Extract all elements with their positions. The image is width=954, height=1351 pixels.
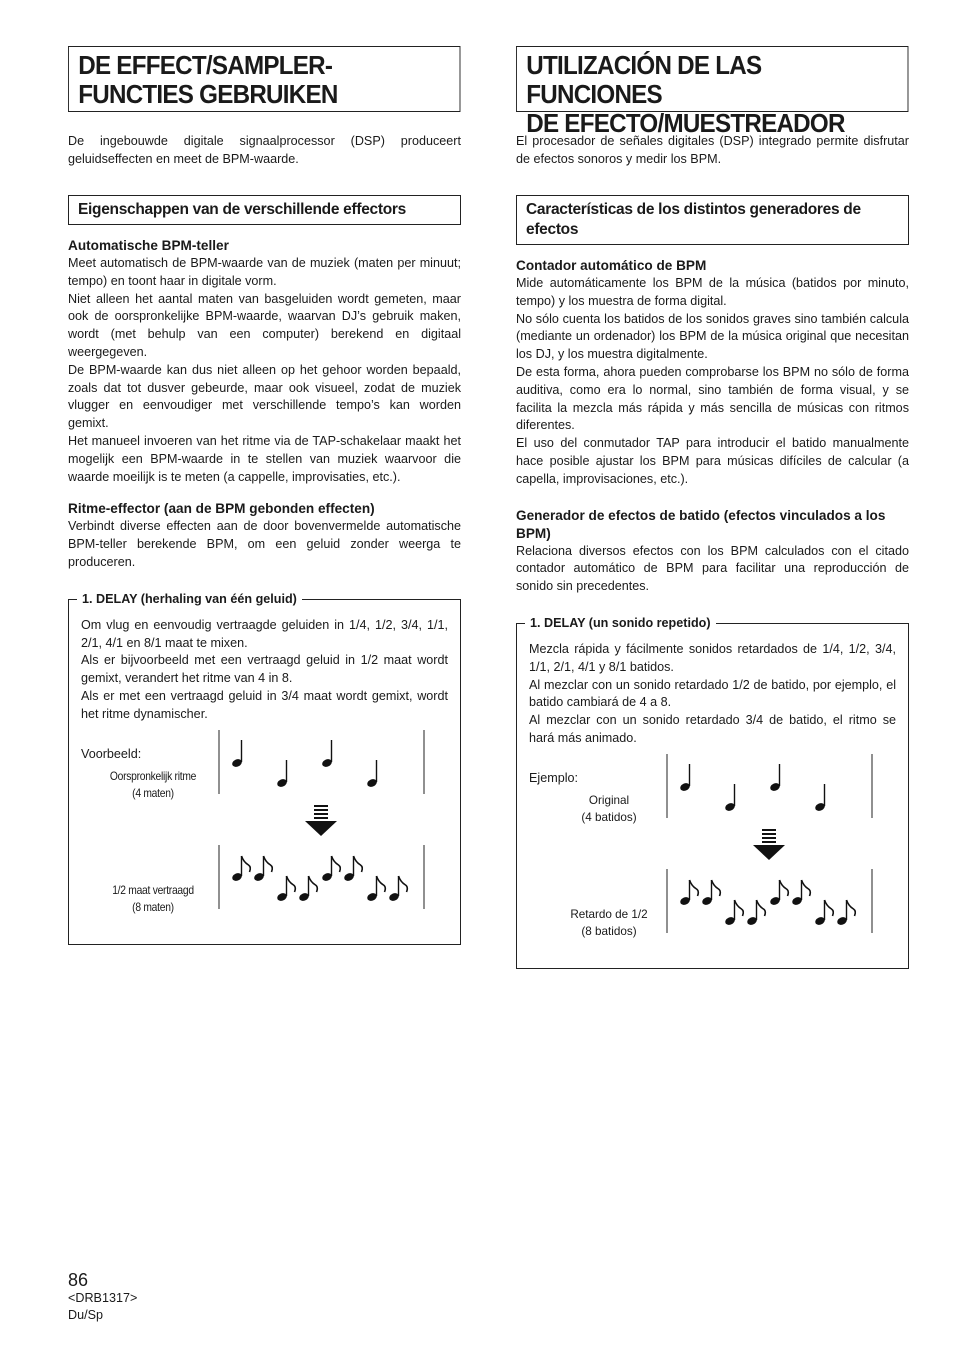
quarter-note-icon xyxy=(724,784,736,812)
original-measure xyxy=(667,754,872,818)
rhythm-diagram xyxy=(517,624,910,970)
eighth-note-icon xyxy=(298,876,317,902)
quarter-note-icon xyxy=(366,760,378,788)
eighth-note-icon xyxy=(366,876,385,902)
right-column xyxy=(516,46,909,969)
eighth-note-icon xyxy=(746,900,765,926)
delayed-rhythm-label-line1: Retardo de 1/2 xyxy=(570,907,648,921)
eighth-note-icon xyxy=(724,900,743,926)
delayed-rhythm-label-line1: 1/2 maat vertraagd xyxy=(112,883,194,897)
subsection-title-beat-effects: Generador de efectos de batido (efectos vinculados a los BPM) xyxy=(516,507,886,541)
delay-paragraph: Als er bijvoorbeeld met een vertraagd geluid in 1/2 maat wordt gemixt, verandert het ritme van 4 in 8. xyxy=(81,653,448,686)
title-line-2: FUNCTIES GEBRUIKEN xyxy=(78,79,338,109)
down-arrow-icon xyxy=(305,805,337,836)
page-footer xyxy=(68,1270,137,1324)
quarter-note-icon xyxy=(769,764,781,792)
delay-paragraph: Al mezclar con un sonido retardado 1/2 de batido, por ejemplo, el batido cambiará de 4 a 8. xyxy=(529,677,896,710)
quarter-note-icon xyxy=(321,740,333,768)
rhythm-diagram xyxy=(69,600,462,946)
subsection-title-bpm-counter: Contador automático de BPM xyxy=(516,258,707,273)
eighth-note-icon xyxy=(276,876,295,902)
delay-box xyxy=(516,615,909,969)
left-column xyxy=(68,46,461,945)
example-label: Ejemplo: xyxy=(529,770,578,785)
paragraph: Meet automatisch de BPM-waarde van de muziek (maten per minuut; tempo) en toont haar in digitale vorm. xyxy=(68,256,461,288)
title-line-1: DE EFFECT/SAMPLER- xyxy=(78,50,333,80)
eighth-note-icon xyxy=(388,876,407,902)
delayed-rhythm-label-line2: (8 maten) xyxy=(132,900,174,914)
quarter-note-icon xyxy=(814,784,826,812)
paragraph: Niet alleen het aantal maten van basgeluiden wordt gemeten, maar ook de oorspronkelijke BPM-waarde, waarvan DJ’s gebruik maken, wordt (met behulp van een computer) berekend en digitaal weergegeven. xyxy=(68,291,461,359)
paragraph: No sólo cuenta los batidos de los sonidos graves sino también calcula (mediante un ordenador) los BPM de la música original que necesitan los DJ, y los muestra digitalmente. xyxy=(516,311,909,362)
quarter-note-icon xyxy=(231,740,243,768)
page-title-dutch xyxy=(68,46,461,112)
section-heading: Características de los distintos generadores de efectos xyxy=(516,195,909,245)
eighth-note-icon xyxy=(679,880,698,906)
paragraph: Relaciona diversos efectos con los BPM calculados con el citado contador automático de BPM para facilitar una reproducción de sonido sin precedentes. xyxy=(516,543,909,594)
paragraph: Het manueel invoeren van het ritme via de TAP-schakelaar maakt het mogelijk een BPM-waarde in te stellen van muziek waarvoor die waarde moeilijk is te meten (a cappelle, improvisaties, etc.). xyxy=(68,433,461,484)
title-line-1: UTILIZACIÓN DE LAS FUNCIONES xyxy=(526,50,762,109)
down-arrow-icon xyxy=(753,829,785,860)
eighth-note-icon xyxy=(701,880,720,906)
page-title-spanish xyxy=(516,46,909,138)
quarter-note-icon xyxy=(679,764,691,792)
language-code: Du/Sp xyxy=(68,1308,104,1322)
document-code: <DRB1317> xyxy=(68,1291,138,1305)
eighth-note-icon xyxy=(321,856,340,882)
eighth-note-icon xyxy=(253,856,272,882)
delay-box xyxy=(68,591,461,945)
delay-paragraph: Mezcla rápida y fácilmente sonidos retardados de 1/4, 1/2, 3/4, 1/1, 2/1, 4/1 y 8/1 batidos. xyxy=(529,641,896,674)
delayed-rhythm-label-line2: (8 batidos) xyxy=(581,924,637,938)
intro-paragraph: El procesador de señales digitales (DSP) integrado permite disfrutar de efectos sonoros y medir los BPM. xyxy=(516,134,909,166)
example-label: Voorbeeld: xyxy=(81,746,142,761)
paragraph: El uso del conmutador TAP para introducir el batido manualmente hace posible ajustar los BPM para músicas difíciles de calcular (a capella, improvisaciones, etc.). xyxy=(516,436,909,486)
eighth-note-icon xyxy=(836,900,855,926)
intro-paragraph: De ingebouwde digitale signaalprocessor (DSP) produceert geluidseffecten en meet de BPM-waarde. xyxy=(68,134,461,166)
eighth-note-icon xyxy=(814,900,833,926)
eighth-note-icon xyxy=(231,856,250,882)
page-number: 86 xyxy=(68,1270,89,1290)
subsection-title-rhythm-effector: Ritme-effector (aan de BPM gebonden effecten) xyxy=(68,501,375,517)
eighth-note-icon xyxy=(769,880,788,906)
delay-box-label: 1. DELAY (herhaling van één geluid) xyxy=(77,590,302,608)
paragraph: Verbindt diverse effecten aan de door bovenvermelde automatische BPM-teller berekende BPM, om een geluid zonder weerga te produceren. xyxy=(68,519,461,569)
eighth-note-icon xyxy=(791,880,810,906)
quarter-note-icon xyxy=(276,760,288,788)
delayed-measure xyxy=(667,869,872,933)
original-measure xyxy=(219,730,424,794)
section-heading: Eigenschappen van de verschillende effectors xyxy=(68,195,461,225)
original-rhythm-label-line2: (4 batidos) xyxy=(581,810,637,824)
original-rhythm-label-line1: Oorspronkelijk ritme xyxy=(109,769,197,783)
paragraph: De esta forma, ahora pueden comprobarse los BPM no sólo de forma auditiva, como era lo normal, sino también de forma visual, y se facilita la mezcla más rápida y más sencilla de músicas con ritmos diferentes. xyxy=(516,364,909,433)
delay-box-label: 1. DELAY (un sonido repetido) xyxy=(525,614,716,632)
title-line-2: DE EFECTO/MUESTREADOR xyxy=(526,108,845,138)
subsection-title-bpm-counter: Automatische BPM-teller xyxy=(68,238,229,253)
original-rhythm-label-line1: Original xyxy=(588,793,630,807)
delay-paragraph: Als er met een vertraagd geluid in 3/4 maat wordt gemixt, wordt het ritme dynamischer. xyxy=(81,688,448,721)
eighth-note-icon xyxy=(343,856,362,882)
paragraph: De BPM-waarde kan dus niet alleen op het gehoor worden bepaald, zoals dat tot dusver gebeurde, maar ook visueel, zodat de muziek vlugger en eenvoudiger met verschillende tempo’s kan worden gemixt. xyxy=(68,362,461,431)
paragraph: Mide automáticamente los BPM de la música (batidos por minuto, tempo) y los muestra de forma digital. xyxy=(516,276,909,308)
delay-paragraph: Om vlug en eenvoudig vertraagde geluiden in 1/4, 1/2, 3/4, 1/1, 2/1, 4/1 en 8/1 maat te mixen. xyxy=(81,617,448,650)
delayed-measure xyxy=(219,845,424,909)
delay-paragraph: Al mezclar con un sonido retardado 3/4 de batido, el ritmo se hará más animado. xyxy=(529,713,896,745)
original-rhythm-label-line2: (4 maten) xyxy=(132,786,174,800)
